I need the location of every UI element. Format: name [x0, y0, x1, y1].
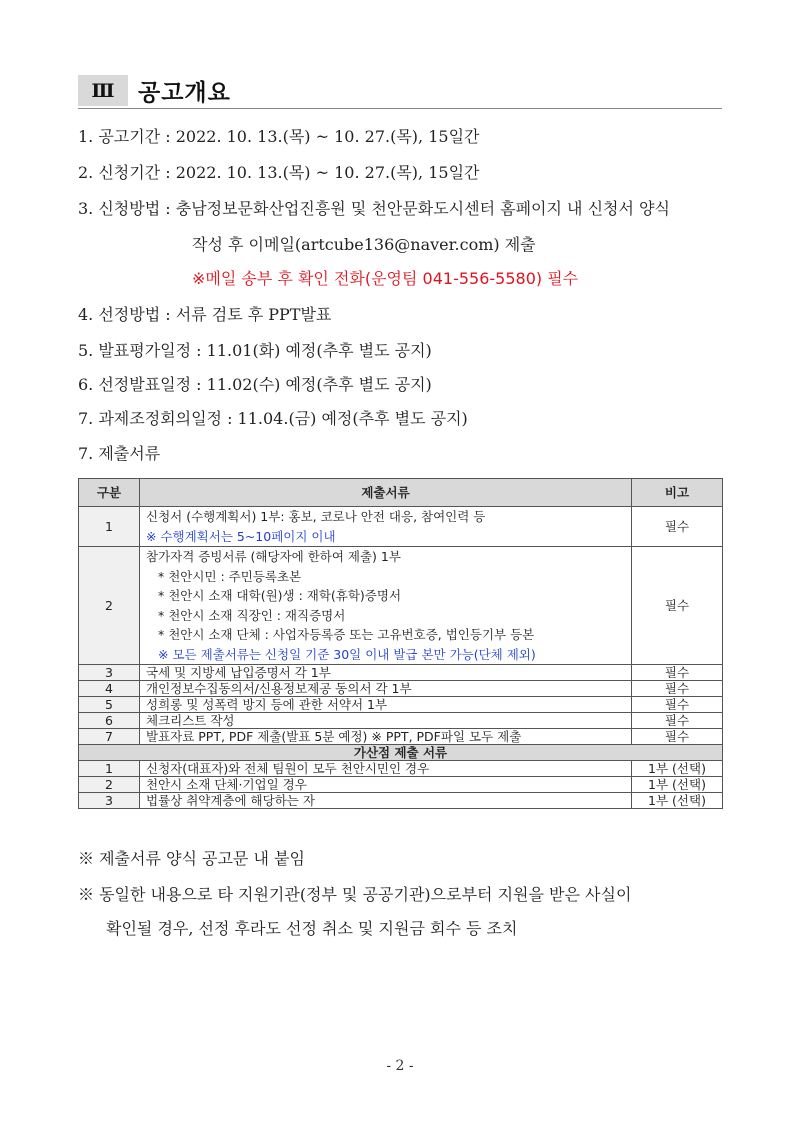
- row-document: 체크리스트 작성: [140, 713, 632, 729]
- item-selection-method: 4. 선정방법 : 서류 검토 후 PPT발표: [78, 305, 332, 324]
- page-number: - 2 -: [386, 1058, 414, 1074]
- row-remark: 필수: [632, 713, 723, 729]
- row-number: 6: [79, 713, 140, 729]
- row-document-line: * 천안시 소재 대학(원)생 : 재학(휴학)증명서: [158, 588, 402, 603]
- row-number: 2: [79, 547, 140, 665]
- row-number: 1: [79, 761, 140, 777]
- row-remark: 1부 (선택): [632, 793, 723, 809]
- row-document: 법률상 취약계층에 해당하는 자: [140, 793, 632, 809]
- row-document: [140, 507, 632, 547]
- table-row: [79, 665, 723, 681]
- note-form-attached: ※ 제출서류 양식 공고문 내 붙임: [78, 849, 305, 868]
- row-document: 신청자(대표자)와 전체 팀원이 모두 천안시민인 경우: [140, 761, 632, 777]
- item-selection-announcement: 6. 선정발표일정 : 11.02(수) 예정(추후 별도 공지): [78, 375, 432, 394]
- section-title: 공고개요: [138, 80, 231, 106]
- item-submission-docs: 7. 제출서류: [78, 444, 161, 463]
- row-number: 4: [79, 681, 140, 697]
- row-remark: 1부 (선택): [632, 777, 723, 793]
- item-coordination-meeting: 7. 과제조정회의일정 : 11.04.(금) 예정(추후 별도 공지): [78, 409, 468, 428]
- item-application-method-cont: 작성 후 이메일(artcube136@naver.com) 제출: [192, 235, 536, 254]
- submission-table: [78, 478, 723, 809]
- row-number: 3: [79, 793, 140, 809]
- row-number: 3: [79, 665, 140, 681]
- row-document-line: * 천안시 소재 단체 : 사업자등록증 또는 고유번호증, 법인등기부 등본: [158, 627, 535, 642]
- row-remark: 1부 (선택): [632, 761, 723, 777]
- table-row: [79, 507, 723, 547]
- row-document: 발표자료 PPT, PDF 제출(발표 5분 예정) ※ PPT, PDF파일 모두 제출: [140, 729, 632, 745]
- table-row: [79, 729, 723, 745]
- row-document: 개인정보수집동의서/신용정보제공 동의서 각 1부: [140, 681, 632, 697]
- row-number: 7: [79, 729, 140, 745]
- table-row: [79, 793, 723, 809]
- table-row: [79, 777, 723, 793]
- row-number: 5: [79, 697, 140, 713]
- bonus-section-title: 가산점 제출 서류: [79, 745, 723, 761]
- row-document: 천안시 소재 단체·기업일 경우: [140, 777, 632, 793]
- row-document: 성희롱 및 성폭력 방지 등에 관한 서약서 1부: [140, 697, 632, 713]
- row-remark: 필수: [632, 681, 723, 697]
- row-document: 국세 및 지방세 납입증명서 각 1부: [140, 665, 632, 681]
- section-number: Ⅲ: [78, 75, 128, 106]
- note-duplicate-support-cont: 확인될 경우, 선정 후라도 선정 취소 및 지원금 회수 등 조치: [106, 919, 518, 938]
- item-application-period: 2. 신청기간 : 2022. 10. 13.(목) ~ 10. 27.(목), 15일간: [78, 163, 480, 182]
- row-document-note: ※ 수행계획서는 5~10페이지 이내: [146, 528, 336, 544]
- section-header: [78, 72, 722, 110]
- table-row: [79, 713, 723, 729]
- item-presentation-schedule: 5. 발표평가일정 : 11.01(화) 예정(추후 별도 공지): [78, 341, 432, 360]
- row-document-line: 신청서 (수행계획서) 1부: 홍보, 코로나 안전 대응, 참여인력 등: [146, 509, 486, 524]
- section-divider: [78, 108, 722, 109]
- item-confirm-call-notice: ※메일 송부 후 확인 전화(운영팀 041-556-5580) 필수: [192, 269, 579, 288]
- header-documents: 제출서류: [140, 479, 632, 507]
- item-application-method: 3. 신청방법 : 충남정보문화산업진흥원 및 천안문화도시센터 홈페이지 내 신청서 양식: [78, 199, 670, 218]
- row-remark: 필수: [632, 547, 723, 665]
- row-remark: 필수: [632, 729, 723, 745]
- row-remark: 필수: [632, 697, 723, 713]
- row-document-note: ※ 모든 제출서류는 신청일 기준 30일 이내 발급 본만 가능(단체 제외): [158, 646, 536, 662]
- table-row: [79, 697, 723, 713]
- row-document-line: * 천안시민 : 주민등록초본: [158, 568, 302, 584]
- header-category: 구분: [79, 479, 140, 507]
- table-row: [79, 547, 723, 665]
- table-header-row: [79, 479, 723, 507]
- note-duplicate-support: ※ 동일한 내용으로 타 지원기관(정부 및 공공기관)으로부터 지원을 받은 사실이: [78, 885, 632, 904]
- bonus-section-row: [79, 745, 723, 761]
- row-document-line: * 천안시 소재 직장인 : 재직증명서: [158, 607, 346, 623]
- header-remarks: 비고: [632, 479, 723, 507]
- item-notice-period: 1. 공고기간 : 2022. 10. 13.(목) ~ 10. 27.(목), 15일간: [78, 127, 480, 146]
- row-remark: 필수: [632, 507, 723, 547]
- row-document: [140, 547, 632, 665]
- row-number: 1: [79, 507, 140, 547]
- table-row: [79, 761, 723, 777]
- row-number: 2: [79, 777, 140, 793]
- row-remark: 필수: [632, 665, 723, 681]
- row-document-line: 참가자격 증빙서류 (해당자에 한하여 제출) 1부: [146, 549, 401, 564]
- table-row: [79, 681, 723, 697]
